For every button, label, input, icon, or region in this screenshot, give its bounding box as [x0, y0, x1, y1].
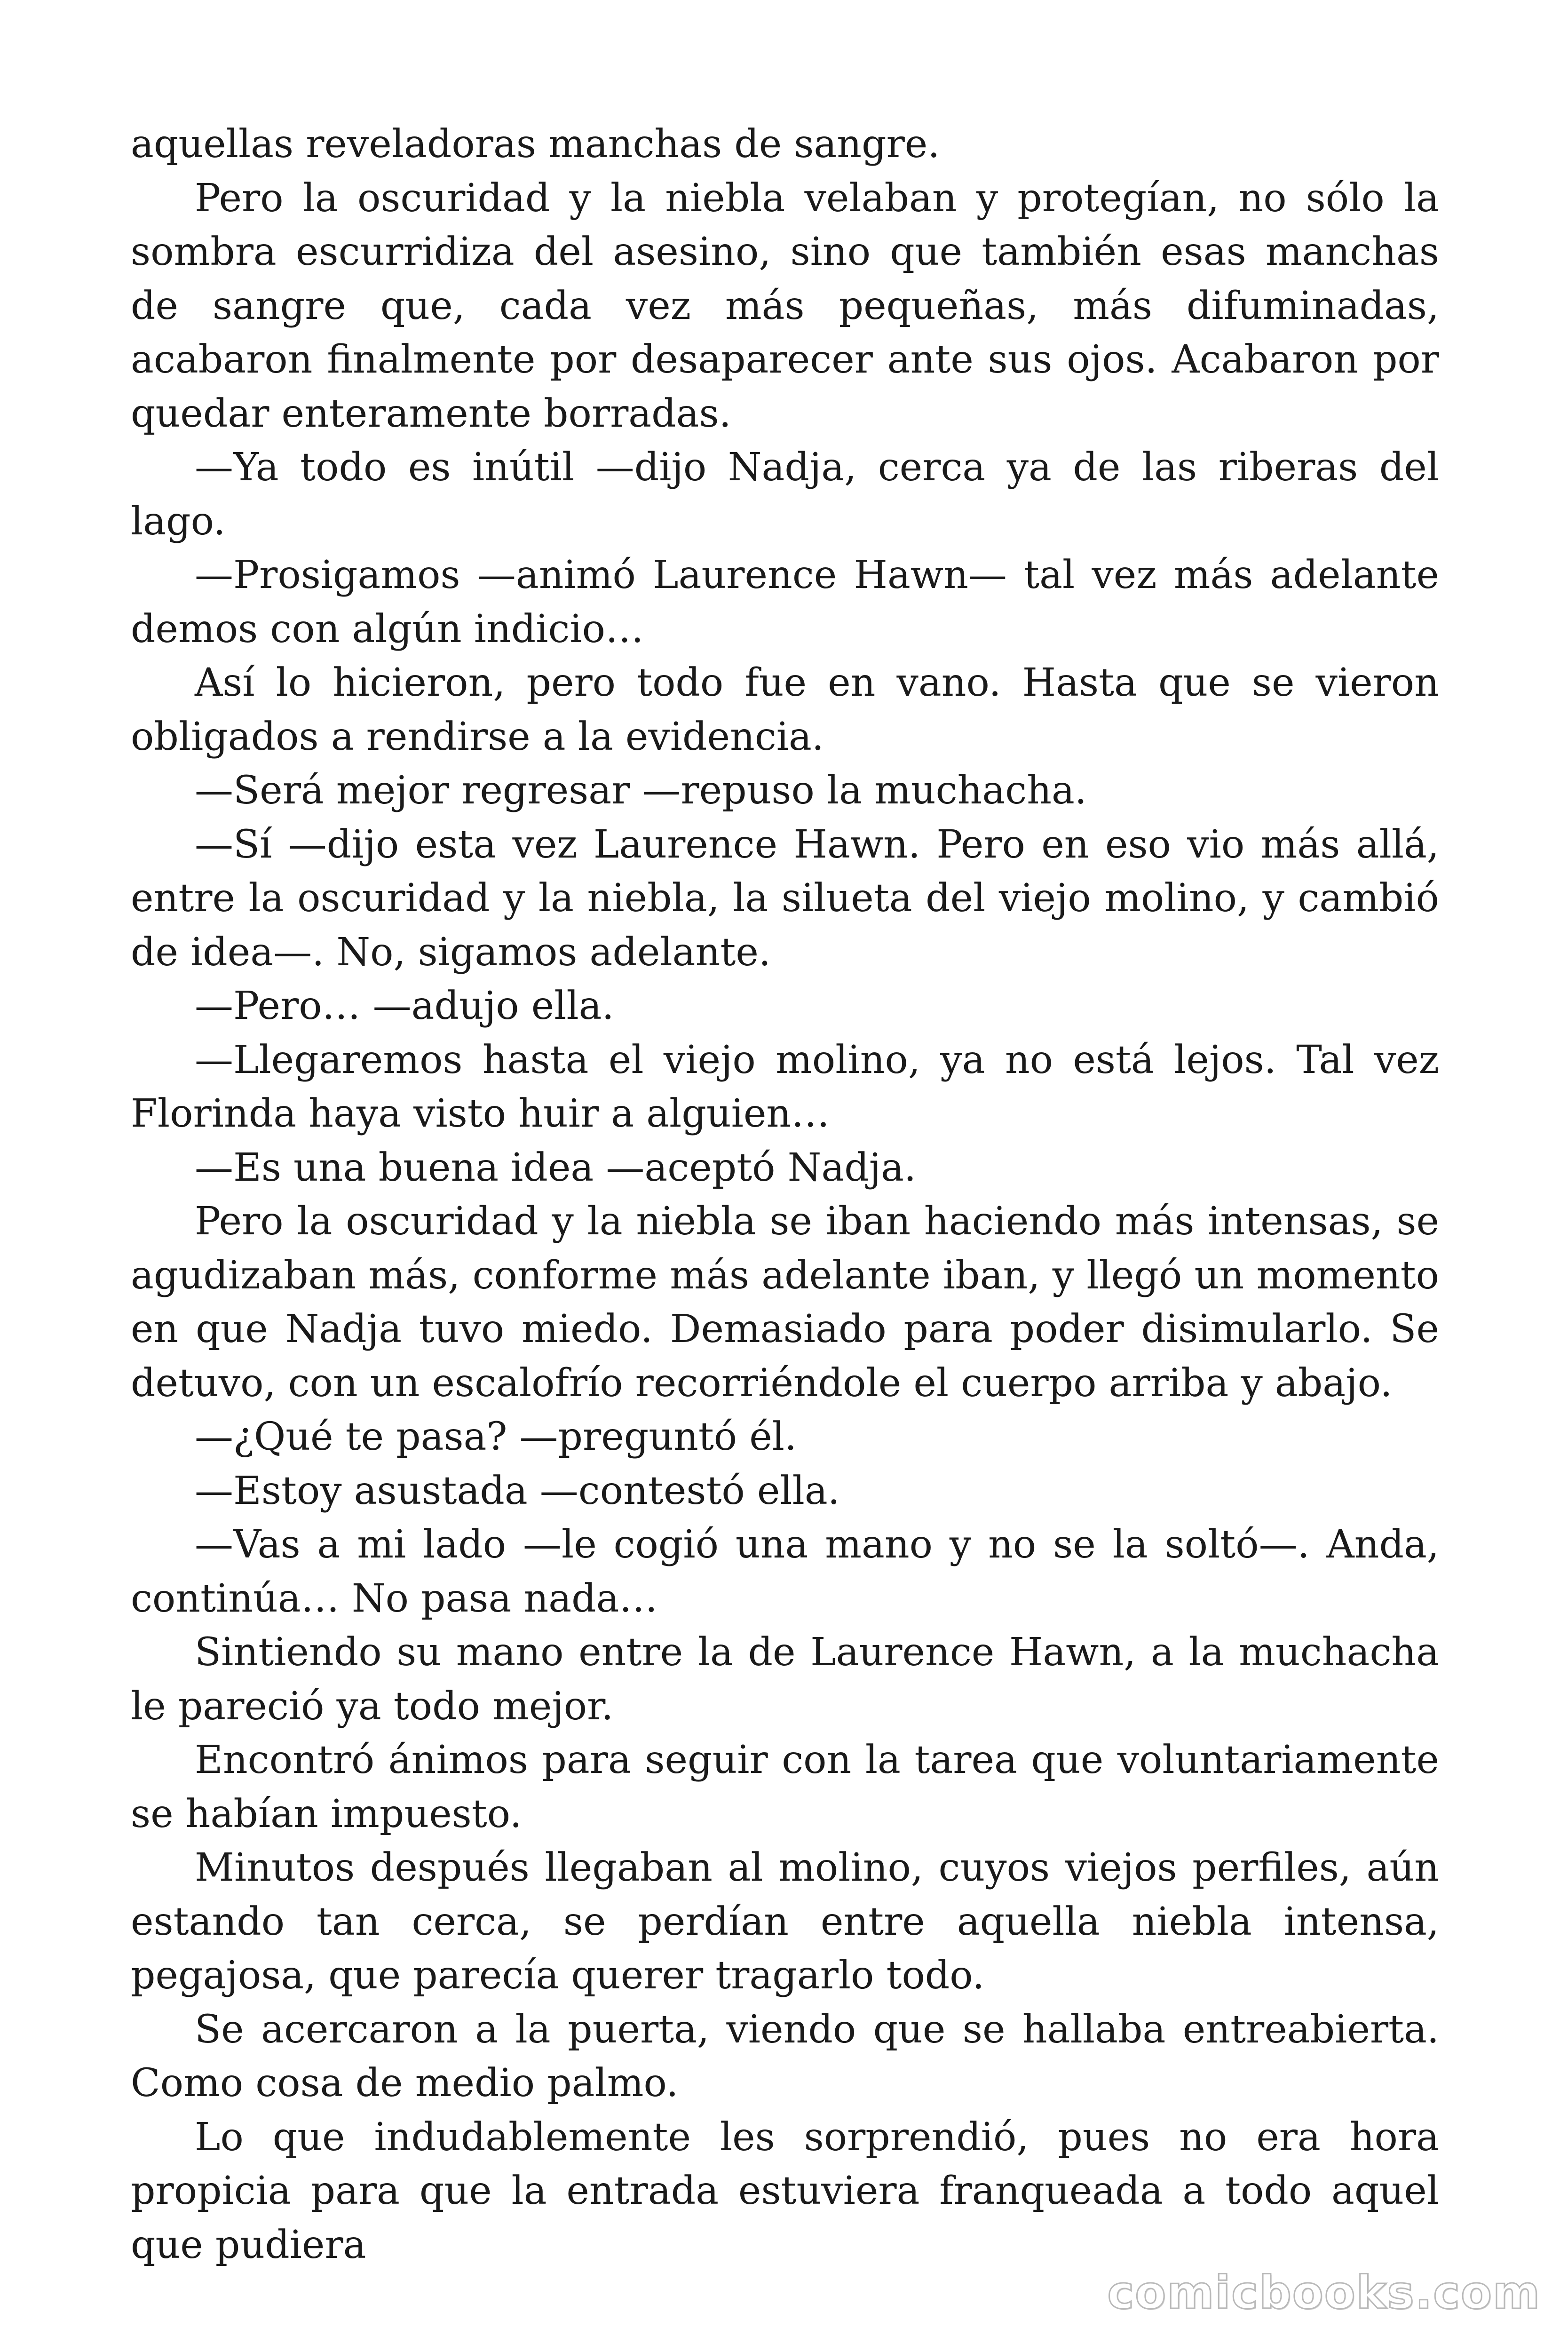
paragraph: Pero la oscuridad y la niebla velaban y protegían, no sólo la sombra escurridiza del asesino, sino que también esas manchas de sangre que, cada vez más pequeñas, más difuminadas, acabaron finalmente por desaparecer ante sus ojos. Acabaron por quedar enteramente borradas. — [131, 175, 1439, 436]
paragraph: —Estoy asustada —contestó ella. — [195, 1468, 840, 1513]
paragraph: —Pero… —adujo ella. — [195, 984, 614, 1028]
paragraph: —Sí —dijo esta vez Laurence Hawn. Pero en eso vio más allá, entre la oscuridad y la niebla, la silueta del viejo molino, y cambió de idea—. No, sigamos adelante. — [131, 822, 1439, 975]
paragraph: —Ya todo es inútil —dijo Nadja, cerca ya de las riberas del lago. — [131, 445, 1439, 544]
paragraph: —¿Qué te pasa? —preguntó él. — [195, 1414, 797, 1459]
paragraph: Minutos después llegaban al molino, cuyos viejos perfiles, aún estando tan cerca, se perdían entre aquella niebla intensa, pegajosa, que parecía querer tragarlo todo. — [131, 1845, 1439, 1998]
paragraph: Encontró ánimos para seguir con la tarea que voluntariamente se habían impuesto. — [131, 1738, 1439, 1836]
paragraph: Se acercaron a la puerta, viendo que se hallaba entreabierta. Como cosa de medio palmo. — [131, 2007, 1439, 2106]
book-page-text — [131, 118, 1439, 2272]
paragraph: —Prosigamos —animó Laurence Hawn— tal vez más adelante demos con algún indicio… — [131, 553, 1439, 652]
paragraph: Así lo hicieron, pero todo fue en vano. Hasta que se vieron obligados a rendirse a la evidencia. — [131, 660, 1439, 759]
paragraph: —Llegaremos hasta el viejo molino, ya no está lejos. Tal vez Florinda haya visto huir a alguien… — [131, 1037, 1439, 1136]
paragraph: Lo que indudablemente les sorprendió, pues no era hora propicia para que la entrada estuviera franqueada a todo aquel que pudiera — [131, 2114, 1439, 2267]
paragraph: aquellas reveladoras manchas de sangre. — [131, 122, 940, 167]
paragraph: —Será mejor regresar —repuso la muchacha. — [195, 768, 1087, 813]
paragraph: Pero la oscuridad y la niebla se iban haciendo más intensas, se agudizaban más, conforme más adelante iban, y llegó un momento en que Nadja tuvo miedo. Demasiado para poder disimularlo. Se detuvo, con un escalofrío recorriéndole el cuerpo arriba y abajo. — [131, 1199, 1439, 1406]
paragraph: —Vas a mi lado —le cogió una mano y no se la soltó—. Anda, continúa… No pasa nada… — [131, 1522, 1439, 1621]
paragraph: —Es una buena idea —aceptó Nadja. — [195, 1145, 917, 1190]
paragraph: Sintiendo su mano entre la de Laurence Hawn, a la muchacha le pareció ya todo mejor. — [131, 1630, 1439, 1729]
site-watermark: comicbooks.com — [1107, 2266, 1541, 2319]
